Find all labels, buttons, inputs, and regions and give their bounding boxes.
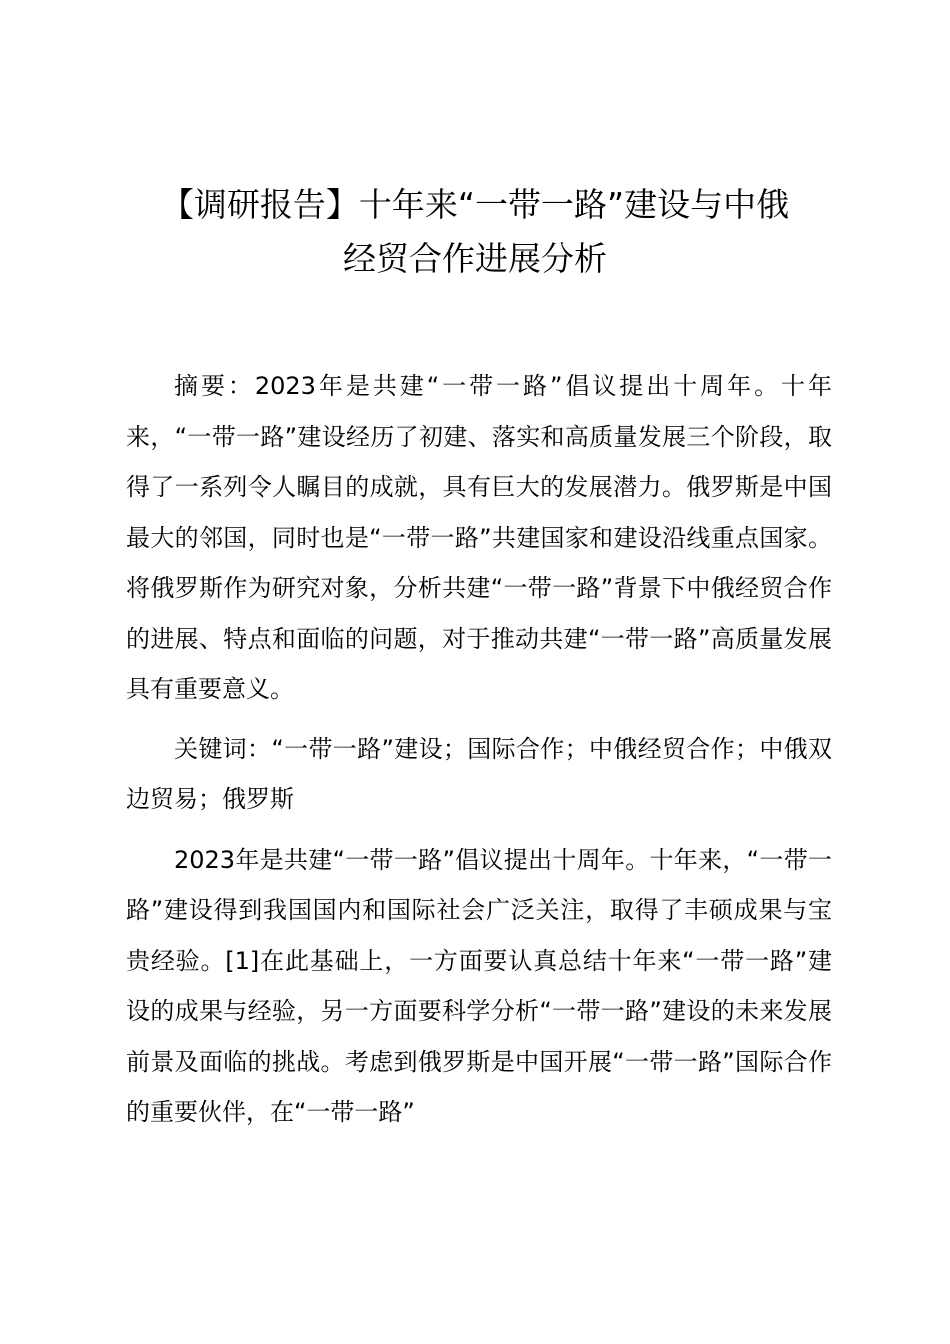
document-title-line-1: 【调研报告】十年来“一带一路”建设与中俄 (160, 185, 790, 224)
abstract-paragraph: 摘要：2023年是共建“一带一路”倡议提出十周年。十年来，“一带一路”建设经历了初建、落实和高质量发展三个阶段，取得了一系列令人瞩目的成就，具有巨大的发展潜力。俄罗斯是中国最大的邻国，同时也是“一带一路”共建国家和建设沿线重点国家。将俄罗斯作为研究对象，分析共建“一带一路”背景下中俄经贸合作的进展、特点和面临的问题，对于推动共建“一带一路”高质量发展具有重要意义。 (126, 372, 832, 703)
document-title-line-2: 经贸合作进展分析 (343, 239, 607, 278)
document-title (60, 178, 890, 286)
document-body (126, 361, 832, 1147)
intro-paragraph: 2023年是共建“一带一路”倡议提出十周年。十年来，“一带一路”建设得到我国国内和国际社会广泛关注，取得了丰硕成果与宝贵经验。[1]在此基础上，一方面要认真总结十年来“一带一路”建设的成果与经验，另一方面要科学分析“一带一路”建设的未来发展前景及面临的挑战。考虑到俄罗斯是中国开展“一带一路”国际合作的重要伙伴，在“一带一路” (126, 845, 832, 1126)
keywords-paragraph: 关键词：“一带一路”建设；国际合作；中俄经贸合作；中俄双边贸易；俄罗斯 (126, 734, 832, 813)
